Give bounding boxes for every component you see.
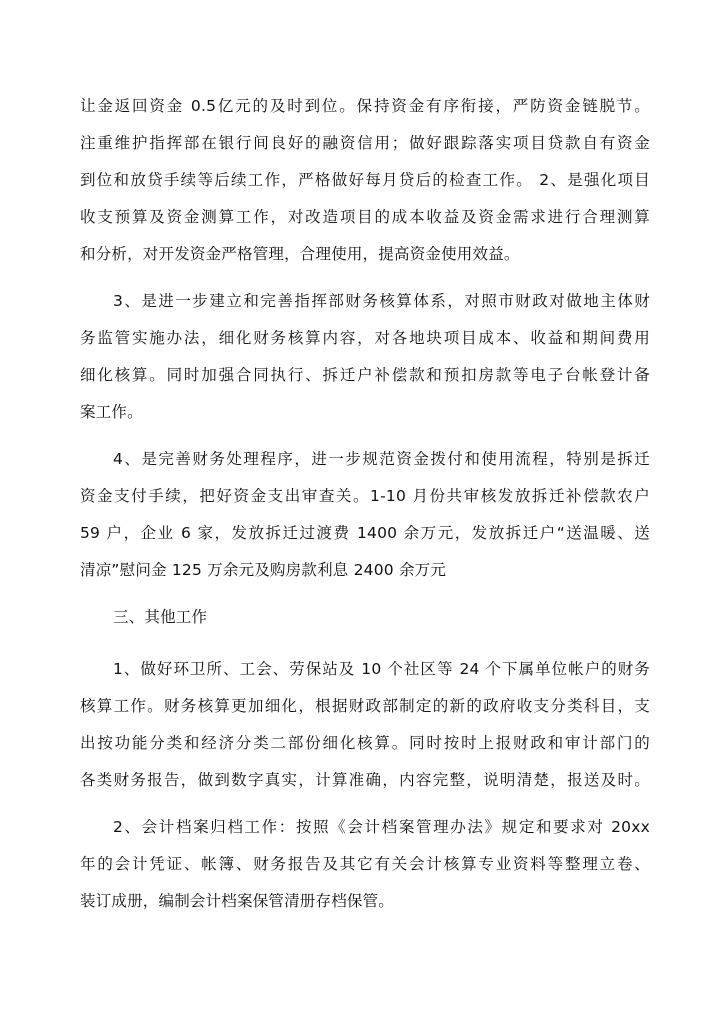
- text-line: 到位和放贷手续等后续工作，严格做好每月贷后的检查工作。 2、是强化项目: [80, 171, 650, 189]
- text-line: 年的会计凭证、帐簿、财务报告及其它有关会计核算专业资料等整理立卷、: [80, 855, 650, 873]
- text-line: 务监管实施办法，细化财务核算内容，对各地块项目成本、收益和期间费用: [80, 329, 650, 347]
- text-line: 让金返回资金 0.5亿元的及时到位。保持资金有序衔接，严防资金链脱节。: [80, 97, 650, 115]
- text-line: 2、会计档案归档工作：按照《会计档案管理办法》规定和要求对 20xx: [113, 818, 650, 836]
- text-line: 4、是完善财务处理程序，进一步规范资金拨付和使用流程，特别是拆迁: [113, 450, 650, 468]
- text-line: 清凉”慰问金 125 万余元及购房款利息 2400 余万元: [80, 561, 447, 579]
- text-line: 各类财务报告，做到数字真实，计算准确，内容完整，说明清楚，报送及时。: [80, 771, 650, 789]
- text-line: 装订成册，编制会计档案保管清册存档保管。: [80, 892, 395, 910]
- text-line: 收支预算及资金测算工作，对改造项目的成本收益及资金需求进行合理测算: [80, 208, 650, 226]
- text-line: 出按功能分类和经济分类二部份细化核算。同时按时上报财政和审计部门的: [80, 734, 650, 752]
- text-line: 资金支付手续，把好资金支出审查关。1-10 月份共审核发放拆迁补偿款农户: [80, 487, 650, 505]
- text-line: 案工作。: [80, 403, 143, 421]
- text-line: 3、是进一步建立和完善指挥部财务核算体系，对照市财政对做地主体财: [113, 292, 650, 310]
- text-line: 1、做好环卫所、工会、劳保站及 10 个社区等 24 个下属单位帐户的财务: [113, 660, 650, 678]
- text-line: 59 户，企业 6 家，发放拆迁过渡费 1400 余万元，发放拆迁户“送温暖、送: [80, 524, 650, 542]
- text-line: 细化核算。同时加强合同执行、拆迁户补偿款和预扣房款等电子台帐登计备: [80, 366, 650, 384]
- text-line: 注重维护指挥部在银行间良好的融资信用；做好跟踪落实项目贷款自有资金: [80, 134, 650, 152]
- heading-text: 三、其他工作: [113, 608, 208, 626]
- text-line: 和分析，对开发资金严格管理，合理使用，提高资金使用效益。: [80, 245, 520, 263]
- text-line: 核算工作。财务核算更加细化，根据财政部制定的新的政府收支分类科目，支: [80, 697, 650, 715]
